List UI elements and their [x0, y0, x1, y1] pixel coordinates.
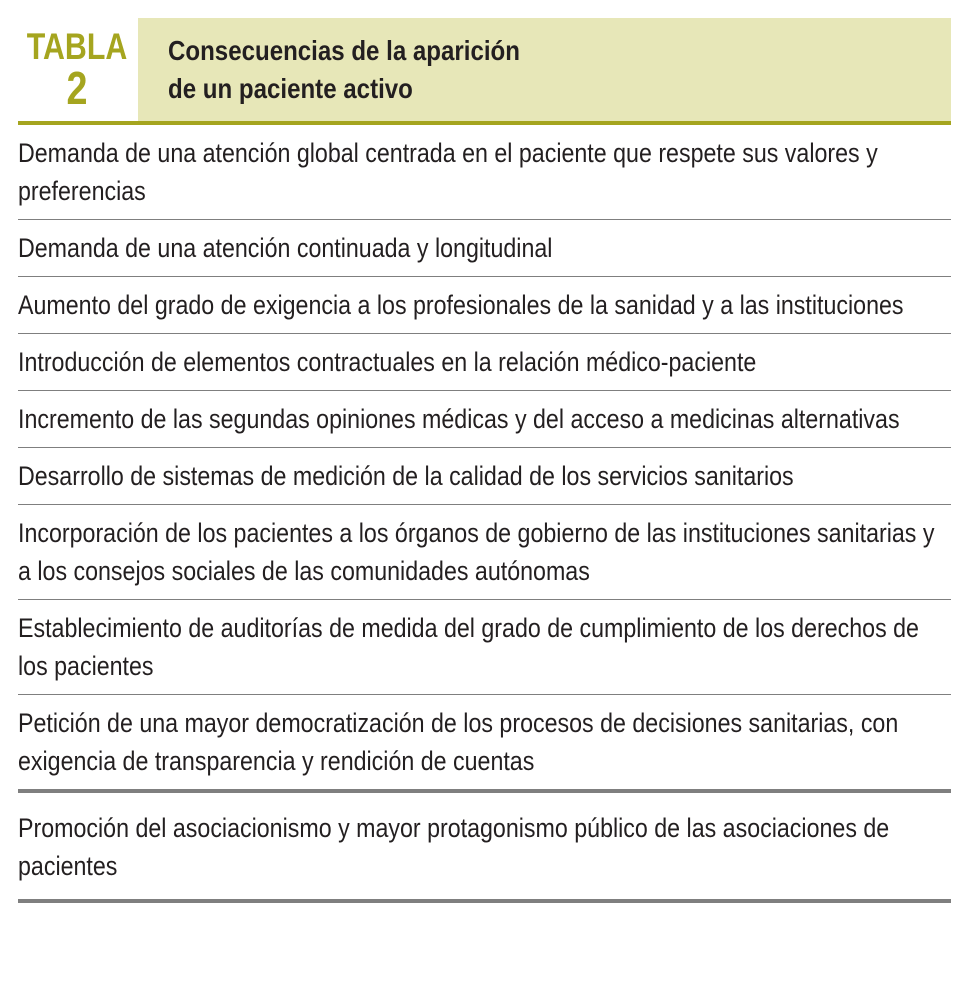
table-row: [18, 391, 951, 448]
table-row-text: Demanda de una atención global centrada en el paciente que respete sus valores y preferencias: [18, 138, 878, 206]
table-row-text: Incorporación de los pacientes a los órganos de gobierno de las instituciones sanitarias y a los consejos sociales de las comunidades autónomas: [18, 518, 935, 586]
table-row-text: Aumento del grado de exigencia a los profesionales de la sanidad y a las instituciones: [18, 290, 904, 320]
table-label-number: 2: [66, 62, 88, 114]
table-row-text: Desarrollo de sistemas de medición de la calidad de los servicios sanitarios: [18, 461, 794, 491]
table-row: [18, 793, 951, 903]
table-header: [18, 18, 951, 125]
table-row-text: Promoción del asociacionismo y mayor protagonismo público de las asociaciones de pacientes: [18, 813, 890, 881]
table-row: [18, 334, 951, 391]
table-row-text: Demanda de una atención continuada y longitudinal: [18, 233, 553, 263]
table-row: [18, 277, 951, 334]
table-label-word: TABLA: [26, 26, 128, 67]
table-label: [26, 18, 128, 121]
table-title-line-1: Consecuencias de la aparición: [168, 34, 520, 66]
table-row: [18, 505, 951, 600]
table-row-text: Incremento de las segundas opiniones médicas y del acceso a medicinas alternativas: [18, 404, 900, 434]
table-row-text: Introducción de elementos contractuales en la relación médico-paciente: [18, 347, 757, 377]
table-row-text: Petición de una mayor democratización de los procesos de decisiones sanitarias, con exigencia de transparencia y rendición de cuentas: [18, 708, 899, 776]
table-2: [18, 18, 951, 903]
table-title-box: [138, 18, 951, 121]
table-title: [168, 32, 520, 108]
table-row: [18, 125, 951, 220]
table-row: [18, 448, 951, 505]
table-row: [18, 695, 951, 793]
table-title-line-2: de un paciente activo: [168, 72, 413, 104]
table-row: [18, 220, 951, 277]
table-row: [18, 600, 951, 695]
table-row-text: Establecimiento de auditorías de medida del grado de cumplimiento de los derechos de los pacientes: [18, 613, 919, 681]
table-rows: [18, 125, 951, 903]
